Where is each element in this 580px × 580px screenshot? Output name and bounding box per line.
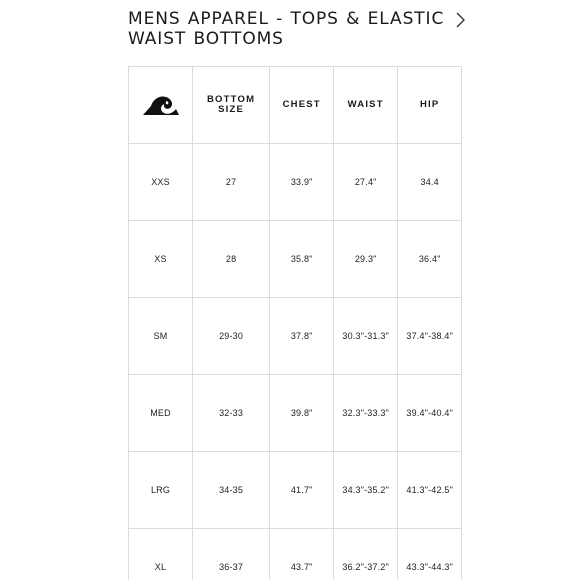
chest-cell: 43.7" (270, 529, 334, 580)
chest-cell: 33.9" (270, 144, 334, 221)
size-label-cell: LRG (129, 452, 193, 529)
table-row (129, 144, 462, 221)
size-label-cell: MED (129, 375, 193, 452)
hip-cell: 36.4" (398, 221, 462, 298)
title-block (128, 9, 468, 49)
bottom-size-cell: 27 (193, 144, 270, 221)
hip-cell: 41.3"-42.5" (398, 452, 462, 529)
hip-cell: 39.4"-40.4" (398, 375, 462, 452)
waist-cell: 34.3"-35.2" (334, 452, 398, 529)
bottom-size-cell: 28 (193, 221, 270, 298)
chevron-right-icon[interactable] (454, 11, 466, 29)
table-row (129, 298, 462, 375)
column-header-hip: HIP (398, 67, 462, 144)
table-row (129, 221, 462, 298)
waist-cell: 32.3"-33.3" (334, 375, 398, 452)
waist-cell: 36.2"-37.2" (334, 529, 398, 580)
table-row (129, 529, 462, 580)
brand-logo-cell (129, 67, 193, 144)
bottom-size-cell: 29-30 (193, 298, 270, 375)
size-table (128, 66, 462, 580)
chest-cell: 39.8" (270, 375, 334, 452)
size-label-cell: XS (129, 221, 193, 298)
waist-cell: 30.3"-31.3" (334, 298, 398, 375)
wave-mountain-logo (142, 94, 180, 116)
column-header-chest: CHEST (270, 67, 334, 144)
table-row (129, 452, 462, 529)
bottom-size-cell: 32-33 (193, 375, 270, 452)
page-title: MENS APPAREL - TOPS & ELASTIC WAIST BOTTOMS (128, 9, 445, 49)
waist-cell: 29.3" (334, 221, 398, 298)
table-row (129, 375, 462, 452)
hip-cell: 37.4"-38.4" (398, 298, 462, 375)
column-header-waist: WAIST (334, 67, 398, 144)
chest-cell: 35.8" (270, 221, 334, 298)
waist-cell: 27.4" (334, 144, 398, 221)
table-header-row (129, 67, 462, 144)
hip-cell: 43.3"-44.3" (398, 529, 462, 580)
chest-cell: 41.7" (270, 452, 334, 529)
bottom-size-cell: 34-35 (193, 452, 270, 529)
size-label-cell: XL (129, 529, 193, 580)
size-label-cell: XXS (129, 144, 193, 221)
bottom-size-cell: 36-37 (193, 529, 270, 580)
column-header-bottom-size: BOTTOM SIZE (193, 67, 270, 144)
size-label-cell: SM (129, 298, 193, 375)
hip-cell: 34.4 (398, 144, 462, 221)
chest-cell: 37.8" (270, 298, 334, 375)
